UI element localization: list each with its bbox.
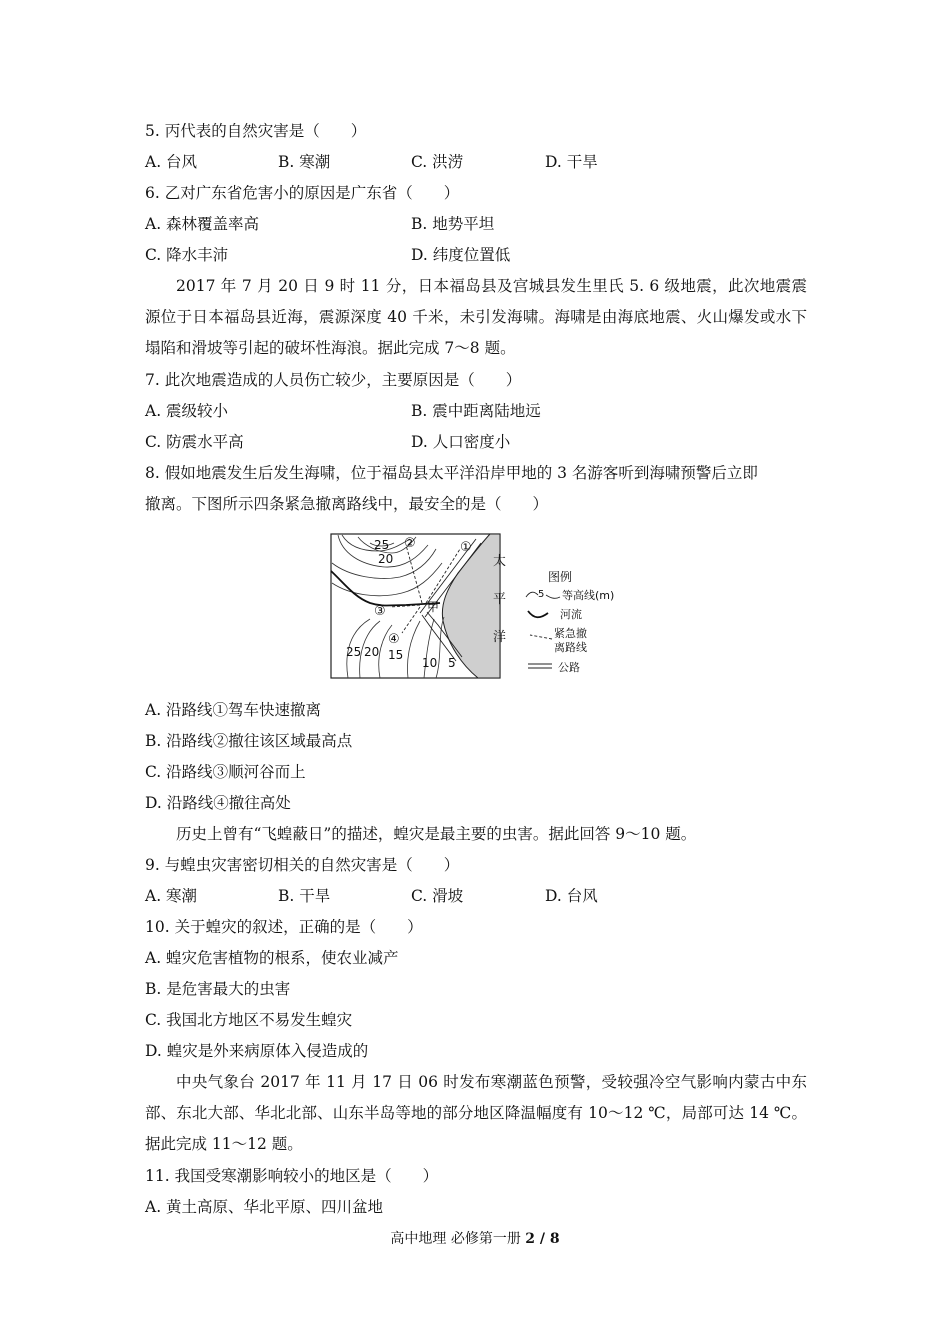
contour-label-10: 10 xyxy=(422,656,438,670)
legend-contour-text: 等高线(m) xyxy=(562,589,615,602)
q9-option-a: A. 寒潮 xyxy=(145,887,198,905)
q7-option-a: A. 震级较小 xyxy=(145,402,229,420)
route-1-label: ① xyxy=(460,540,472,555)
question-7-stem: 7. 此次地震造成的人员伤亡较少，主要原因是（ ） xyxy=(145,371,522,389)
legend-road-text: 公路 xyxy=(558,661,580,674)
contour-label-25-top: 25 xyxy=(374,538,390,552)
contour-label-5: 5 xyxy=(448,656,456,670)
question-5-stem: 5. 丙代表的自然灾害是（ ） xyxy=(145,122,367,140)
q10-option-c: C. 我国北方地区不易发生蝗灾 xyxy=(145,1011,353,1029)
q7-option-d: D. 人口密度小 xyxy=(411,433,511,451)
legend-route-symbol xyxy=(530,635,552,639)
question-8-stem-line1: 8. 假如地震发生后发生海啸，位于福岛县太平洋沿岸甲地的 3 名游客听到海啸预警后立即 xyxy=(145,464,758,482)
q8-option-b: B. 沿路线②撤往该区域最高点 xyxy=(145,732,353,750)
contour-label-20-top: 20 xyxy=(378,552,394,566)
route-3-label: ③ xyxy=(374,604,386,619)
legend-river-text: 河流 xyxy=(560,608,582,621)
q5-option-b: B. 寒潮 xyxy=(278,153,331,171)
place-jia-label: 甲 xyxy=(427,600,440,614)
q5-option-c: C. 洪涝 xyxy=(411,153,464,171)
q8-option-c: C. 沿路线③顺河谷而上 xyxy=(145,763,306,781)
contour-label-15: 15 xyxy=(388,648,404,662)
q10-option-d: D. 蝗灾是外来病原体入侵造成的 xyxy=(145,1042,369,1060)
legend-contour-value: 5 xyxy=(538,589,545,600)
q9-option-b: B. 干旱 xyxy=(278,887,331,905)
q9-option-d: D. 台风 xyxy=(545,887,598,905)
route-2-label: ② xyxy=(404,536,416,551)
q6-option-c: C. 降水丰沛 xyxy=(145,246,229,264)
route-4-label: ④ xyxy=(388,632,400,647)
question-8-stem-line2: 撤离。下图所示四条紧急撤离路线中，最安全的是（ ） xyxy=(145,495,549,513)
q6-option-b: B. 地势平坦 xyxy=(411,215,495,233)
page-number: 2 / 8 xyxy=(525,1231,560,1247)
passage-cold-wave: 中央气象台 2017 年 11 月 17 日 06 时发布寒潮蓝色预警，受较强冷空气影响内蒙古中东部、东北大部、华北北部、山东半岛等地的部分地区降温幅度有 10～12 ℃，局部可达 14 ℃。据此完成 11～12 题。 xyxy=(145,1073,807,1153)
question-11-stem: 11. 我国受寒潮影响较小的地区是（ ） xyxy=(145,1167,439,1185)
contour-label-25: 25 xyxy=(346,645,362,659)
legend-river-symbol xyxy=(528,611,548,617)
q5-option-d: D. 干旱 xyxy=(545,153,598,171)
legend-title: 图例 xyxy=(548,570,573,584)
evacuation-route-map xyxy=(330,533,660,681)
question-9-stem: 9. 与蝗虫灾害密切相关的自然灾害是（ ） xyxy=(145,856,460,874)
question-6-stem: 6. 乙对广东省危害小的原因是广东省（ ） xyxy=(145,184,460,202)
q5-option-a: A. 台风 xyxy=(145,153,198,171)
q7-option-b: B. 震中距离陆地远 xyxy=(411,402,541,420)
q7-option-c: C. 防震水平高 xyxy=(145,433,244,451)
q6-option-a: A. 森林覆盖率高 xyxy=(145,215,260,233)
q10-option-b: B. 是危害最大的虫害 xyxy=(145,980,291,998)
q9-option-c: C. 滑坡 xyxy=(411,887,464,905)
sea-label-3: 洋 xyxy=(493,630,507,645)
sea-label-1: 太 xyxy=(493,554,507,569)
legend-route-text-2: 离路线 xyxy=(554,641,587,654)
page-footer xyxy=(0,1228,950,1248)
q8-option-d: D. 沿路线④撤往高处 xyxy=(145,794,291,812)
legend-route-text-1: 紧急撤 xyxy=(554,627,587,640)
passage-earthquake: 2017 年 7 月 20 日 9 时 11 分，日本福岛县及宫城县发生里氏 5. 6 级地震，此次地震震源位于日本福岛县近海，震源深度 40 千米，未引发海啸。海啸是由海底地震、火山爆发或水下塌陷和滑坡等引起的破坏性海浪。据此完成 7～8 题。 xyxy=(145,277,807,357)
contour-label-20: 20 xyxy=(364,645,380,659)
footer-text: 高中地理 必修第一册 xyxy=(390,1231,526,1247)
q11-option-a: A. 黄土高原、华北平原、四川盆地 xyxy=(145,1198,384,1216)
passage-locust: 历史上曾有“飞蝗蔽日”的描述，蝗灾是最主要的虫害。据此回答 9～10 题。 xyxy=(176,825,697,843)
q10-option-a: A. 蝗灾危害植物的根系，使农业减产 xyxy=(145,949,399,967)
question-10-stem: 10. 关于蝗灾的叙述，正确的是（ ） xyxy=(145,918,423,936)
map-legend xyxy=(526,569,614,674)
legend-contour-symbol xyxy=(526,592,538,597)
sea-label-2: 平 xyxy=(493,592,507,607)
q8-option-a: A. 沿路线①驾车快速撤离 xyxy=(145,701,322,719)
q6-option-d: D. 纬度位置低 xyxy=(411,246,511,264)
